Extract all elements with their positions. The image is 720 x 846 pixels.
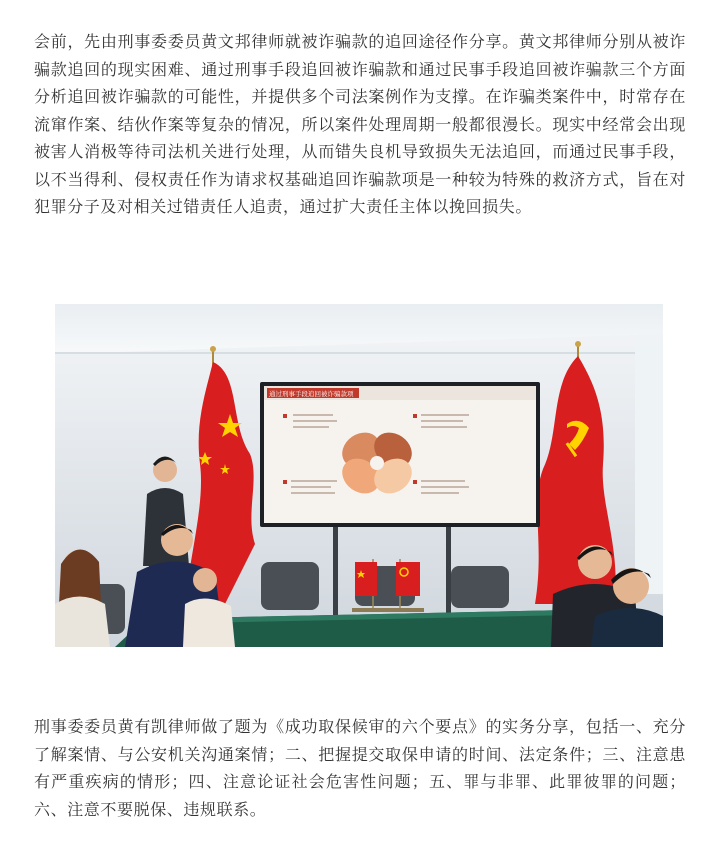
screen-title: 通过刑事手段追回被诈骗款项 <box>269 390 354 398</box>
article-paragraph: 刑事委委员黄有凯律师做了题为《成功取保候审的六个要点》的实务分享，包括一、充分了解案情、与公安机关沟通案情；二、把握提交取保申请的时间、法定条件；三、注意患有严重疾病的情形；四、注意论证社会危害性问题；五、罪与非罪、此罪彼罪的问题；六、注意不要脱保、违规联系。 <box>34 717 686 819</box>
meeting-photo <box>55 304 663 647</box>
presentation-screen <box>260 382 540 527</box>
article-paragraph: 会前，先由刑事委委员黄文邦律师就被诈骗款的追回途径作分享。黄文邦律师分别从被诈骗款追回的现实困难、通过刑事手段追回被诈骗款和通过民事手段追回被诈骗款三个方面分析追回被诈骗款的可能性，并提供多个司法案例作为支撑。在诈骗类案件中，时常存在流窜作案、结伙作案等复杂的情况，所以案件处理周期一般都很漫长。现实中经常会出现被害人消极等待司法机关进行处理，从而错失良机导致损失无法追回，而通过民事手段，以不当得利、侵权责任作为请求权基础追回诈骗款项是一种较为特殊的救济方式，旨在对犯罪分子及对相关过错责任人追责，通过扩大责任主体以挽回损失。 <box>34 32 686 216</box>
